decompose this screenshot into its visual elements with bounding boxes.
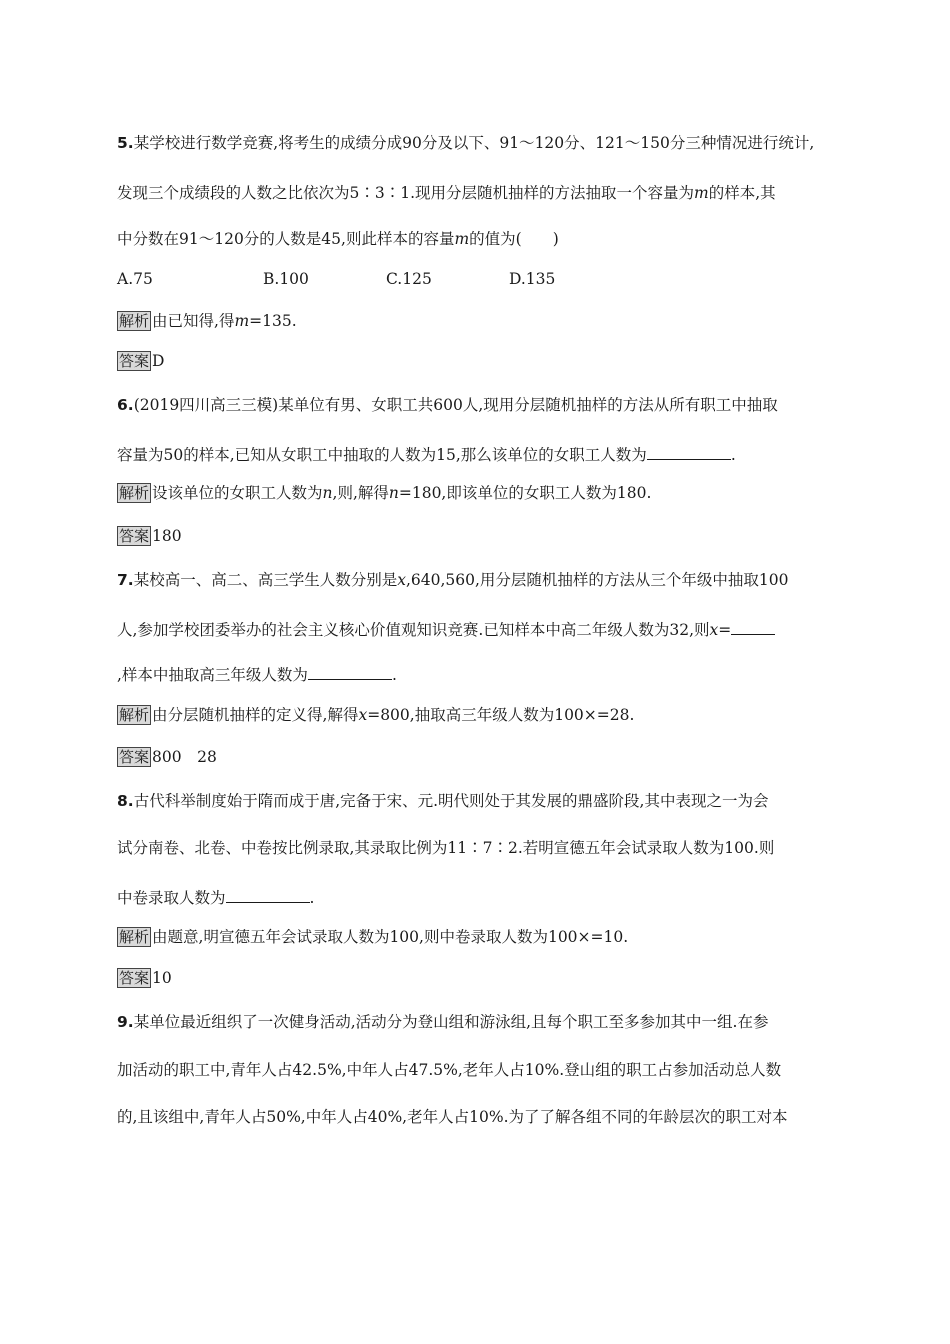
q5-text-3a: 中分数在91～120分的人数是45,则此样本的容量 <box>117 230 455 248</box>
q7-line-3 <box>117 663 397 685</box>
q7-text-1a: 某校高一、高二、高三学生人数分别是 <box>133 571 398 589</box>
q5-answer-value: D <box>152 352 165 370</box>
q5-analysis <box>117 311 297 331</box>
answer-tag: 答案 <box>119 527 150 545</box>
q7-blank-1[interactable] <box>731 618 775 635</box>
q7-var-x: x <box>397 571 406 589</box>
q5-text-2b: 的样本,其 <box>708 184 776 202</box>
q7-analysis <box>117 705 634 725</box>
q6-analysis-text-c: =180,即该单位的女职工人数为180. <box>398 484 652 502</box>
q6-analysis-var-1: n <box>322 484 333 502</box>
q7-number: 7. <box>117 571 134 589</box>
q8-answer-value: 10 <box>152 969 172 987</box>
q5-var-m: m <box>694 184 709 202</box>
q8-line-3 <box>117 886 314 908</box>
q6-analysis-var-2: n <box>388 484 399 502</box>
q7-text-1b: ,640,560,用分层随机抽样的方法从三个年级中抽取100 <box>405 571 789 589</box>
q8-analysis-text: 由题意,明宣德五年会试录取人数为100,则中卷录取人数为100×=10. <box>152 928 629 946</box>
answer-tag: 答案 <box>119 969 150 987</box>
q7-text-2b: = <box>718 621 732 639</box>
q6-number: 6. <box>117 396 134 414</box>
q6-blank[interactable] <box>647 443 731 460</box>
q5-line-3 <box>117 229 559 249</box>
analysis-tag: 解析 <box>119 484 150 502</box>
q6-text-2a: 容量为50的样本,已知从女职工中抽取的人数为15,那么该单位的女职工人数为 <box>117 446 647 464</box>
q5-option-d: D.135 <box>509 270 556 288</box>
q9-number: 9. <box>117 1013 134 1031</box>
q5-var-m-2: m <box>454 230 470 248</box>
q9-line-1 <box>117 1012 768 1032</box>
q8-line-2 <box>117 838 774 858</box>
q5-line-1 <box>117 133 814 153</box>
q5-text-1: 某学校进行数学竞赛,将考生的成绩分成90分及以下、91～120分、121～150分三种情况进行统计, <box>133 134 815 152</box>
q6-line-1 <box>117 395 778 415</box>
q9-text-2: 加活动的职工中,青年人占42.5%,中年人占47.5%,老年人占10%.登山组的职工占参加活动总人数 <box>117 1061 782 1079</box>
q5-text-3b: 的值为( ) <box>469 230 559 248</box>
analysis-tag: 解析 <box>119 928 150 946</box>
q7-blank-2[interactable] <box>308 663 392 680</box>
q7-answer <box>117 747 217 767</box>
q8-number: 8. <box>117 792 134 810</box>
q7-answer-value: 800 28 <box>152 748 217 766</box>
q6-answer <box>117 526 182 546</box>
answer-tag: 答案 <box>119 352 150 370</box>
q6-analysis <box>117 483 651 503</box>
q5-answer <box>117 351 164 371</box>
q5-analysis-text-a: 由已知得,得 <box>152 312 235 330</box>
q9-line-2 <box>117 1060 781 1080</box>
q9-text-1: 某单位最近组织了一次健身活动,活动分为登山组和游泳组,且每个职工至多参加其中一组.在参 <box>133 1013 769 1031</box>
q5-number: 5. <box>117 134 134 152</box>
q7-text-2a: 人,参加学校团委举办的社会主义核心价值观知识竞赛.已知样本中高二年级人数为32,则 <box>117 621 710 639</box>
q6-answer-value: 180 <box>152 527 182 545</box>
q5-option-b: B.100 <box>263 270 309 288</box>
answer-tag: 答案 <box>119 748 150 766</box>
q8-text-1: 古代科举制度始于隋而成于唐,完备于宋、元.明代则处于其发展的鼎盛阶段,其中表现之一为会 <box>133 792 769 810</box>
q6-analysis-text-b: ,则,解得 <box>332 484 389 502</box>
analysis-tag: 解析 <box>119 706 150 724</box>
q6-analysis-text-a: 设该单位的女职工人数为 <box>152 484 323 502</box>
q9-line-3 <box>117 1107 788 1127</box>
q8-blank[interactable] <box>226 886 310 903</box>
q5-analysis-text-b: =135. <box>249 312 297 330</box>
q7-text-3a: ,样本中抽取高三年级人数为 <box>117 666 308 684</box>
q6-text-2b: . <box>730 446 736 464</box>
q7-analysis-var: x <box>358 706 368 724</box>
q7-analysis-text-a: 由分层随机抽样的定义得,解得 <box>152 706 359 724</box>
q8-line-1 <box>117 791 768 811</box>
q8-analysis <box>117 927 628 947</box>
q8-text-3a: 中卷录取人数为 <box>117 889 226 907</box>
q5-option-a: A.75 <box>117 270 153 288</box>
q5-option-c: C.125 <box>386 270 432 288</box>
q7-text-3b: . <box>391 666 397 684</box>
q5-analysis-var: m <box>234 312 250 330</box>
q7-analysis-text-b: =800,抽取高三年级人数为100×=28. <box>367 706 635 724</box>
q8-answer <box>117 968 172 988</box>
q8-text-3b: . <box>309 889 315 907</box>
q6-text-1: (2019四川高三三模)某单位有男、女职工共600人,现用分层随机抽样的方法从所有职工中抽取 <box>133 396 778 414</box>
q8-text-2: 试分南卷、北卷、中卷按比例录取,其录取比例为11∶7∶2.若明宣德五年会试录取人数为100.则 <box>117 839 775 857</box>
q5-text-2a: 发现三个成绩段的人数之比依次为5∶3∶1.现用分层随机抽样的方法抽取一个容量为 <box>117 184 695 202</box>
q7-line-2 <box>117 618 775 640</box>
q6-line-2 <box>117 443 736 465</box>
q9-text-3: 的,且该组中,青年人占50%,中年人占40%,老年人占10%.为了了解各组不同的年龄层次的职工对本 <box>117 1108 788 1126</box>
analysis-tag: 解析 <box>119 312 150 330</box>
q7-var-x-2: x <box>709 621 719 639</box>
q5-line-2 <box>117 183 776 203</box>
q7-line-1 <box>117 570 789 590</box>
